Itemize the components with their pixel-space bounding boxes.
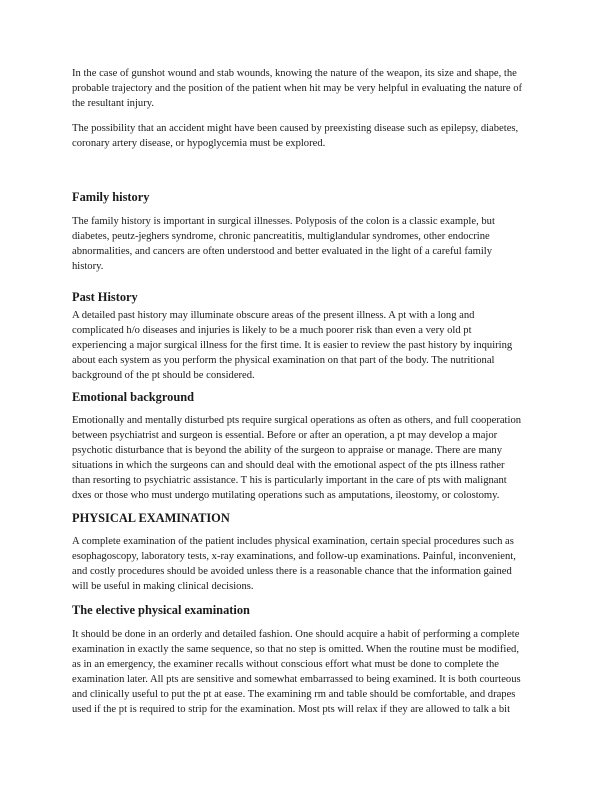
text-line: about each system as you perform the physical examination on that part of the body. The nutritional [72, 355, 495, 367]
text-line: probable trajectory and the position of the patient when hit may be very helpful in evaluating the nature of [72, 83, 523, 95]
heading-past-history: Past History [72, 290, 138, 304]
text-line: history. [72, 261, 104, 273]
text-line: Emotionally and mentally disturbed pts require surgical operations as often as others, and full cooperation [72, 415, 522, 426]
paragraph-gunshot-wounds [72, 66, 522, 111]
text-line: complicated h/o diseases and injuries is likely to be a much poorer risk than even a very old pt [72, 325, 472, 337]
text-line: background of the pt should be considered. [72, 370, 255, 382]
paragraph-past-history [72, 308, 512, 383]
heading-elective-physical-examination: The elective physical examination [72, 603, 250, 617]
text-line: between psychiatrist and surgeon is essential. Before or after an operation, a pt may develop a major [72, 430, 498, 442]
paragraph-elective-physical-examination [72, 627, 521, 718]
text-line: diabetes, peutz-jeghers syndrome, chronic pancreatitis, multiglandular syndromes, other endocrine [72, 231, 490, 243]
text-line: esophagoscopy, laboratory tests, x-ray examinations, and follow-up examinations. Painful, inconvenient, [72, 551, 516, 563]
text-line: than resorting to psychiatric assistance. T his is particularly important in the care of pts with malignant [72, 475, 507, 487]
text-line: A complete examination of the patient includes physical examination, certain special procedures such as [72, 536, 514, 547]
text-line: used if the pt is required to strip for the examination. Most pts will relax if they are allowed to talk a bit [72, 704, 511, 716]
paragraph-physical-examination [72, 534, 516, 594]
text-line: as in an emergency, the examiner recalls without conscious effort what must be done to complete the [72, 659, 499, 671]
heading-family-history: Family history [72, 190, 150, 204]
text-line: A detailed past history may illuminate obscure areas of the present illness. A pt with a long and [72, 310, 475, 321]
text-line: and costly procedures should be avoided unless there is a reasonable chance that the information gained [72, 566, 512, 578]
text-line: examination later. All pts are sensitive and somewhat embarrassed to being examined. It is both courteous [72, 674, 521, 686]
text-line: abnormalities, and cancers are often understood and better evaluated in the light of a careful family [72, 246, 493, 258]
paragraph-emotional-background [72, 413, 521, 504]
heading-emotional-background: Emotional background [72, 390, 194, 404]
heading-physical-examination: PHYSICAL EXAMINATION [72, 511, 230, 525]
paragraph-family-history [72, 214, 495, 274]
text-line: The possibility that an accident might have been caused by preexisting disease such as epilepsy, diabetes, [72, 123, 519, 134]
text-line: experiencing a major surgical illness for the first time. It is easier to review the past history by inquiring [72, 340, 513, 352]
text-line: The family history is important in surgical illnesses. Polyposis of the colon is a classic example, but [72, 216, 495, 227]
text-line: will be useful in making clinical decisions. [72, 581, 254, 593]
text-line: and clinically useful to put the pt at ease. The examining rm and table should be comfortable, and drapes [72, 689, 516, 701]
text-line: examination in exactly the same sequence, so that no step is omitted. When the routine must be modified, [72, 644, 519, 656]
paragraph-preexisting-disease [72, 121, 518, 151]
text-line: situations in which the surgeons can and should deal with the emotional aspect of the pts illness rather [72, 460, 505, 472]
text-line: dxes or those who must undergo mutilating operations such as amputations, ileostomy, or colostomy. [72, 490, 500, 502]
text-line: In the case of gunshot wound and stab wounds, knowing the nature of the weapon, its size and shape, the [72, 68, 517, 79]
text-line: psychotic disturbance that is beyond the ability of the surgeon to appraise or manage. There are many [72, 445, 502, 457]
text-line: the resultant injury. [72, 98, 154, 110]
text-line: It should be done in an orderly and detailed fashion. One should acquire a habit of performing a complete [72, 629, 520, 640]
text-line: coronary artery disease, or hypoglycemia must be explored. [72, 138, 326, 150]
